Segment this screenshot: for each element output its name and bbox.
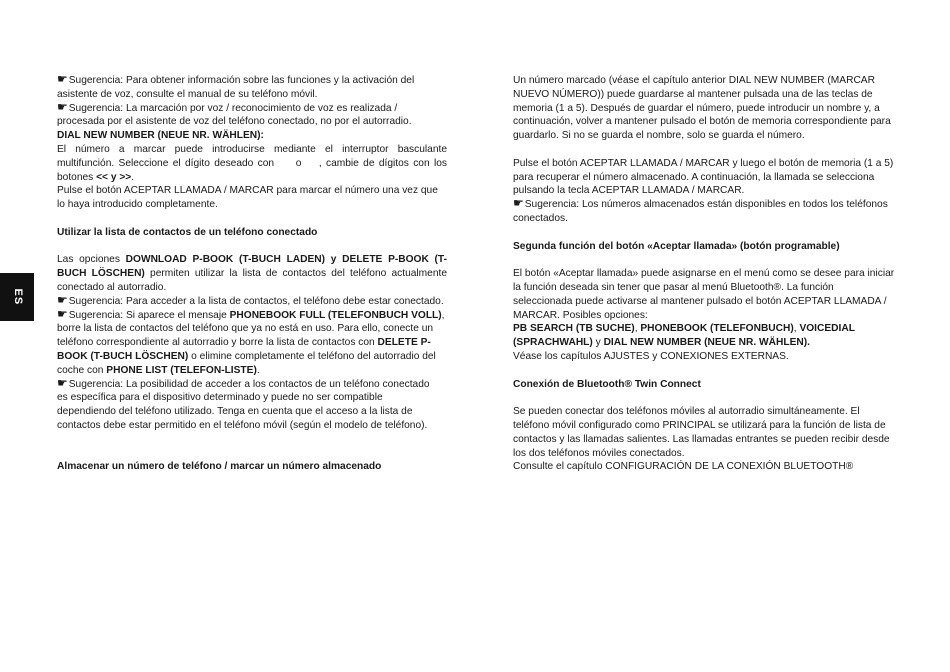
pointing-hand-icon: ☛	[513, 196, 524, 211]
twin-connect-reference: Consulte el capítulo CONFIGURACIÓN DE LA CONEXIÓN BLUETOOTH®	[513, 461, 854, 473]
tip-voice-dialing: ☛Sugerencia: La marcación por voz / reconocimiento de voz es realizada / procesada por el asistente de voz del teléfono conectado, no por el autorradio.	[57, 99, 412, 128]
twin-connect-text: Se pueden conectar dos teléfonos móviles al autorradio simultáneamente. El teléfono móvil configurado como PRINCIPAL se utilizará para la función de lista de contactos y las llamadas salientes. Las llamadas entrantes se pueden recibir desde los dos teléfonos móviles conectados.	[513, 406, 890, 459]
pointing-hand-icon: ☛	[57, 72, 68, 86]
pointing-hand-icon: ☛	[57, 306, 68, 321]
second-function-reference: Véase los capítulos AJUSTES y CONEXIONES EXTERNAS.	[513, 350, 789, 362]
tip-voice-assistant: ☛Sugerencia: Para obtener información sobre las funciones y la activación del asistente de voz, consulte el manual de su teléfono móvil.	[57, 72, 415, 100]
pointing-hand-icon: ☛	[57, 99, 68, 114]
right-column	[513, 74, 895, 474]
recall-number-text: Pulse el botón ACEPTAR LLAMADA / MARCAR y luego el botón de memoria (1 a 5) para recuperar el número almacenado. A continuación, la llamada se selecciona pulsando la tecla ACEPTAR LLAMADA / MARCAR.	[513, 157, 894, 197]
language-tab-label: ES	[11, 288, 24, 306]
language-tab	[0, 273, 34, 321]
second-function-text: El botón «Aceptar llamada» puede asignarse en el menú como se desee para iniciar la función deseada sin tener que pasar al menú Bluetooth®. La función seleccionada puede activarse al mantener pulsado el botón ACEPTAR LLAMADA / MARCAR. Posibles opciones:	[513, 268, 895, 321]
second-function-options: PB SEARCH (TB SUCHE), PHONEBOOK (TELEFONBUCH), VOICEDIAL (SPRACHWAHL) y DIAL NEW NUMBER (NEUE NR. WÄHLEN).	[513, 323, 855, 349]
dial-confirm-text: Pulse el botón ACEPTAR LLAMADA / MARCAR para marcar el número una vez que lo haya introducido completamente.	[57, 185, 438, 211]
contacts-options-text: Las opciones DOWNLOAD P-BOOK (T-BUCH LADEN) y DELETE P-BOOK (T-BUCH LÖSCHEN) permiten utilizar la lista de contactos del teléfono actualmente conectado al autorradio.	[57, 254, 447, 293]
second-function-heading: Segunda función del botón «Aceptar llamada» (botón programable)	[513, 240, 840, 252]
tip-contacts-access: ☛Sugerencia: La posibilidad de acceder a los contactos de un teléfono conectado es específica para el dispositivo determinado y puede no ser compatible dependiendo del teléfono utilizado. Tenga en cuenta que el acceso a la lista de contactos debe estar permitido en el teléfono móvil (según el modelo de teléfono).	[57, 375, 430, 431]
tip-contacts-connected: ☛Sugerencia: Para acceder a la lista de contactos, el teléfono debe estar conectado.	[57, 292, 444, 307]
twin-connect-heading: Conexión de Bluetooth® Twin Connect	[513, 378, 701, 390]
pointing-hand-icon: ☛	[57, 375, 68, 390]
pointing-hand-icon: ☛	[57, 292, 68, 307]
left-column	[57, 74, 447, 474]
dial-instructions: El número a marcar puede introducirse mediante el interruptor basculante multifunción. Seleccione el dígito deseado con o , cambie de dígitos con los botones << y >>.	[57, 143, 447, 183]
dial-new-number-heading: DIAL NEW NUMBER (NEUE NR. WÄHLEN):	[57, 130, 264, 142]
tip-stored-numbers: ☛Sugerencia: Los números almacenados están disponibles en todos los teléfonos conectados.	[513, 196, 888, 224]
contacts-heading: Utilizar la lista de contactos de un teléfono conectado	[57, 226, 318, 238]
store-number-heading: Almacenar un número de teléfono / marcar un número almacenado	[57, 461, 382, 473]
store-number-text: Un número marcado (véase el capítulo anterior DIAL NEW NUMBER (MARCAR NUEVO NÚMERO)) puede guardarse al mantener pulsada una de las teclas de memoria (1 a 5). Después de guardar el número, puede introducir un nombre y, a continuación, volver a mantener pulsado el botón de memoria correspondiente para guardarlo. Si no se guarda el nombre, solo se guarda el número.	[513, 75, 891, 142]
tip-phonebook-full: ☛Sugerencia: Si aparece el mensaje PHONEBOOK FULL (TELEFONBUCH VOLL), borre la lista de contactos del teléfono que ya no está en uso. Para ello, conecte un teléfono correspondiente al autorradio y borre la lista de contactos con DELETE P-BOOK (T-BUCH LÖSCHEN) o elimine completamente el teléfono del autorradio del coche con PHONE LIST (TELEFON-LISTE).	[57, 306, 445, 376]
